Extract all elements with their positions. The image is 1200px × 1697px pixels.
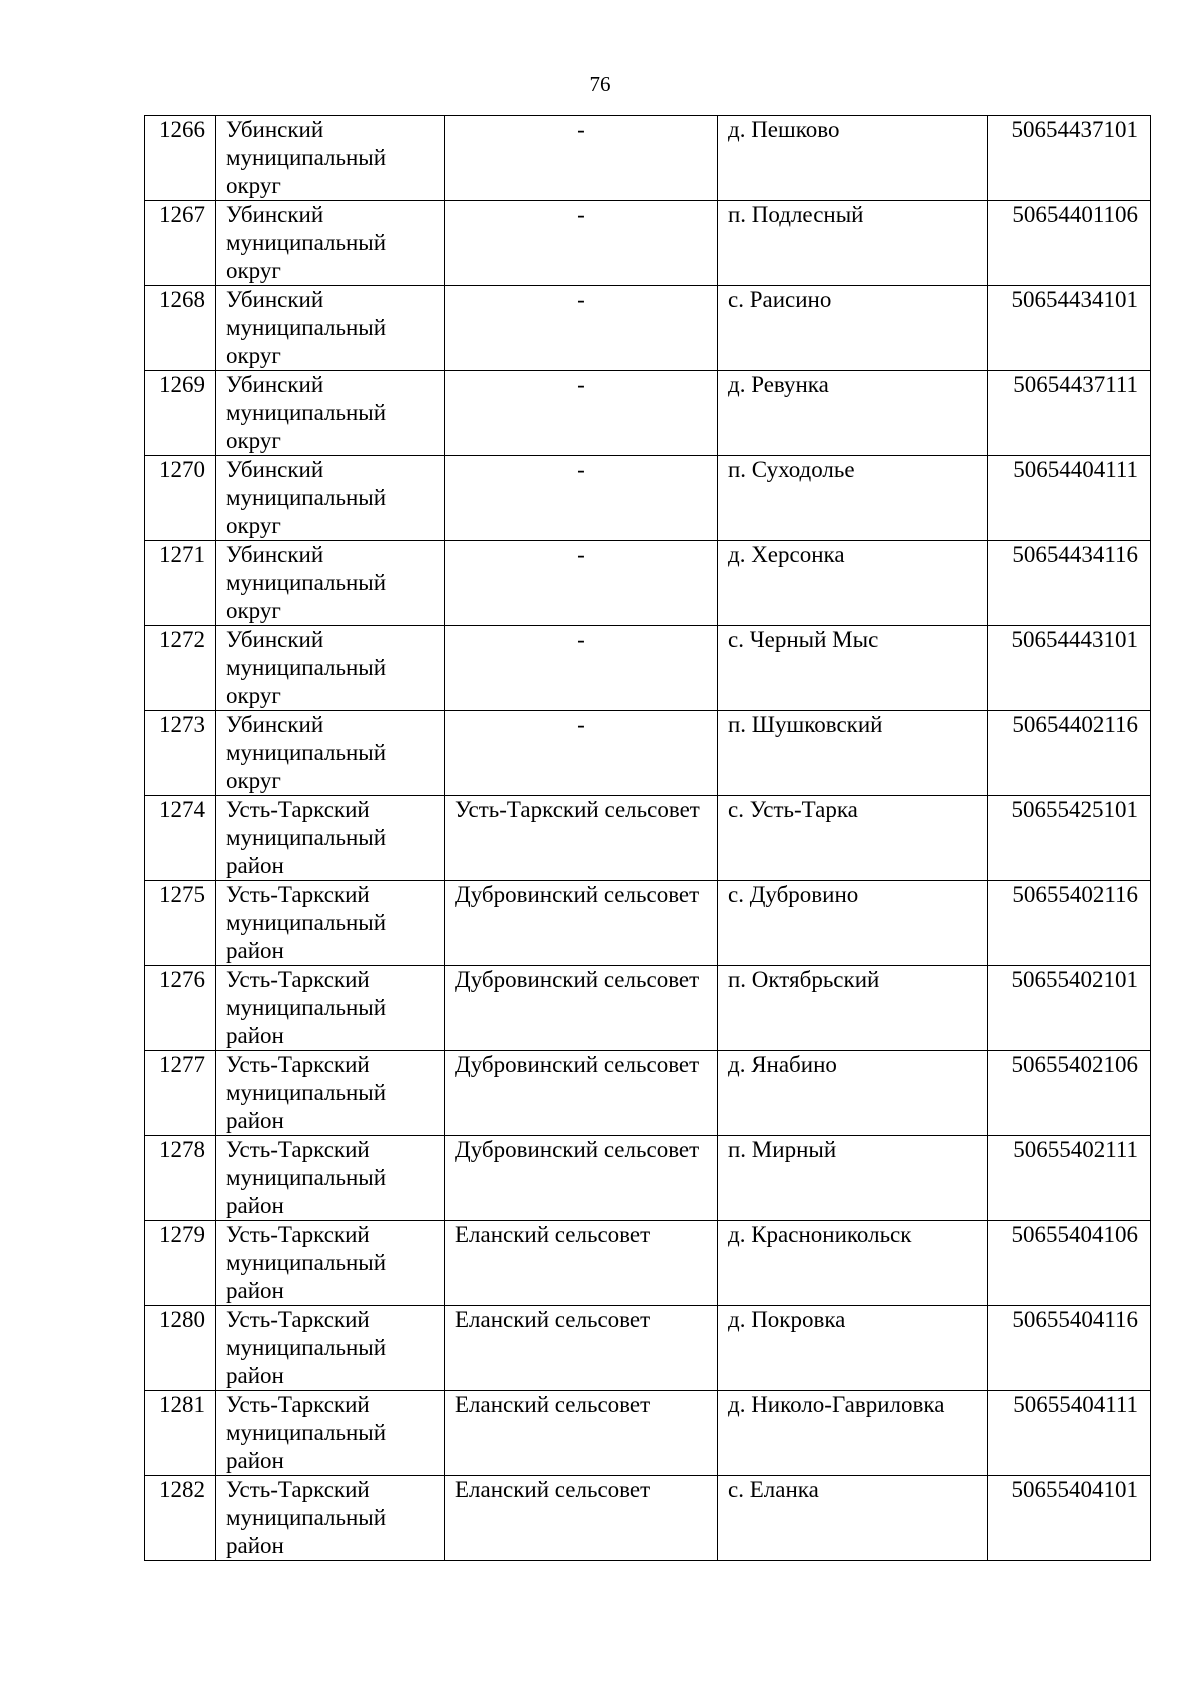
- table-row: [145, 201, 1151, 286]
- row-number: 1266: [145, 116, 216, 201]
- row-number: 1280: [145, 1306, 216, 1391]
- settlements-table: [144, 115, 1151, 1561]
- row-number: 1281: [145, 1391, 216, 1476]
- council-cell: Еланский сельсовет: [445, 1391, 718, 1476]
- council-cell: Усть-Таркский сельсовет: [445, 796, 718, 881]
- code-cell: 50655404111: [988, 1391, 1151, 1476]
- settlement-cell: с. Раисино: [718, 286, 988, 371]
- table-row: [145, 116, 1151, 201]
- row-number: 1269: [145, 371, 216, 456]
- table-row: [145, 1391, 1151, 1476]
- code-cell: 50654437111: [988, 371, 1151, 456]
- municipality-cell: Усть-Таркский муниципальный район: [216, 1391, 445, 1476]
- municipality-cell: Усть-Таркский муниципальный район: [216, 1476, 445, 1561]
- table-row: [145, 1306, 1151, 1391]
- table-row: [145, 1221, 1151, 1306]
- council-cell: -: [445, 201, 718, 286]
- municipality-cell: Усть-Таркский муниципальный район: [216, 1306, 445, 1391]
- row-number: 1267: [145, 201, 216, 286]
- municipality-cell: Убинский муниципальный округ: [216, 626, 445, 711]
- settlement-cell: п. Подлесный: [718, 201, 988, 286]
- code-cell: 50654434101: [988, 286, 1151, 371]
- council-cell: Еланский сельсовет: [445, 1306, 718, 1391]
- table-row: [145, 541, 1151, 626]
- council-cell: Дубровинский сельсовет: [445, 1051, 718, 1136]
- municipality-cell: Убинский муниципальный округ: [216, 711, 445, 796]
- code-cell: 50655402116: [988, 881, 1151, 966]
- code-cell: 50654402116: [988, 711, 1151, 796]
- code-cell: 50655402101: [988, 966, 1151, 1051]
- code-cell: 50655404101: [988, 1476, 1151, 1561]
- code-cell: 50655404106: [988, 1221, 1151, 1306]
- settlement-cell: п. Шушковский: [718, 711, 988, 796]
- code-cell: 50655425101: [988, 796, 1151, 881]
- municipality-cell: Убинский муниципальный округ: [216, 286, 445, 371]
- council-cell: -: [445, 541, 718, 626]
- council-cell: -: [445, 371, 718, 456]
- settlement-cell: д. Покровка: [718, 1306, 988, 1391]
- settlement-cell: п. Октябрьский: [718, 966, 988, 1051]
- table-row: [145, 796, 1151, 881]
- table-row: [145, 371, 1151, 456]
- row-number: 1270: [145, 456, 216, 541]
- municipality-cell: Усть-Таркский муниципальный район: [216, 1136, 445, 1221]
- municipality-cell: Усть-Таркский муниципальный район: [216, 966, 445, 1051]
- council-cell: -: [445, 116, 718, 201]
- table-row: [145, 626, 1151, 711]
- municipality-cell: Усть-Таркский муниципальный район: [216, 796, 445, 881]
- council-cell: Дубровинский сельсовет: [445, 881, 718, 966]
- settlement-cell: с. Усть-Тарка: [718, 796, 988, 881]
- row-number: 1271: [145, 541, 216, 626]
- settlement-cell: д. Пешково: [718, 116, 988, 201]
- settlement-cell: п. Мирный: [718, 1136, 988, 1221]
- settlement-cell: д. Николо-Гавриловка: [718, 1391, 988, 1476]
- table-row: [145, 1051, 1151, 1136]
- row-number: 1274: [145, 796, 216, 881]
- table-row: [145, 966, 1151, 1051]
- code-cell: 50654404111: [988, 456, 1151, 541]
- settlement-cell: с. Дубровино: [718, 881, 988, 966]
- municipality-cell: Убинский муниципальный округ: [216, 116, 445, 201]
- table-row: [145, 711, 1151, 796]
- council-cell: -: [445, 286, 718, 371]
- row-number: 1273: [145, 711, 216, 796]
- row-number: 1275: [145, 881, 216, 966]
- council-cell: Дубровинский сельсовет: [445, 966, 718, 1051]
- code-cell: 50654401106: [988, 201, 1151, 286]
- municipality-cell: Усть-Таркский муниципальный район: [216, 1051, 445, 1136]
- page-number: 76: [589, 72, 611, 96]
- municipality-cell: Усть-Таркский муниципальный район: [216, 1221, 445, 1306]
- table-body: [145, 116, 1151, 1561]
- council-cell: -: [445, 711, 718, 796]
- settlement-cell: п. Суходолье: [718, 456, 988, 541]
- settlement-cell: д. Ревунка: [718, 371, 988, 456]
- code-cell: 50654434116: [988, 541, 1151, 626]
- row-number: 1268: [145, 286, 216, 371]
- settlement-cell: д. Красноникольск: [718, 1221, 988, 1306]
- row-number: 1276: [145, 966, 216, 1051]
- row-number: 1277: [145, 1051, 216, 1136]
- council-cell: Еланский сельсовет: [445, 1221, 718, 1306]
- council-cell: -: [445, 456, 718, 541]
- table-row: [145, 286, 1151, 371]
- municipality-cell: Убинский муниципальный округ: [216, 541, 445, 626]
- municipality-cell: Убинский муниципальный округ: [216, 456, 445, 541]
- code-cell: 50654437101: [988, 116, 1151, 201]
- code-cell: 50655404116: [988, 1306, 1151, 1391]
- table-row: [145, 456, 1151, 541]
- municipality-cell: Убинский муниципальный округ: [216, 371, 445, 456]
- row-number: 1278: [145, 1136, 216, 1221]
- table-row: [145, 1136, 1151, 1221]
- council-cell: Еланский сельсовет: [445, 1476, 718, 1561]
- settlement-cell: с. Еланка: [718, 1476, 988, 1561]
- code-cell: 50655402111: [988, 1136, 1151, 1221]
- settlement-cell: д. Херсонка: [718, 541, 988, 626]
- code-cell: 50655402106: [988, 1051, 1151, 1136]
- council-cell: -: [445, 626, 718, 711]
- settlement-cell: с. Черный Мыс: [718, 626, 988, 711]
- council-cell: Дубровинский сельсовет: [445, 1136, 718, 1221]
- settlement-cell: д. Янабино: [718, 1051, 988, 1136]
- code-cell: 50654443101: [988, 626, 1151, 711]
- table-row: [145, 881, 1151, 966]
- row-number: 1279: [145, 1221, 216, 1306]
- municipality-cell: Усть-Таркский муниципальный район: [216, 881, 445, 966]
- municipality-cell: Убинский муниципальный округ: [216, 201, 445, 286]
- row-number: 1282: [145, 1476, 216, 1561]
- table-row: [145, 1476, 1151, 1561]
- row-number: 1272: [145, 626, 216, 711]
